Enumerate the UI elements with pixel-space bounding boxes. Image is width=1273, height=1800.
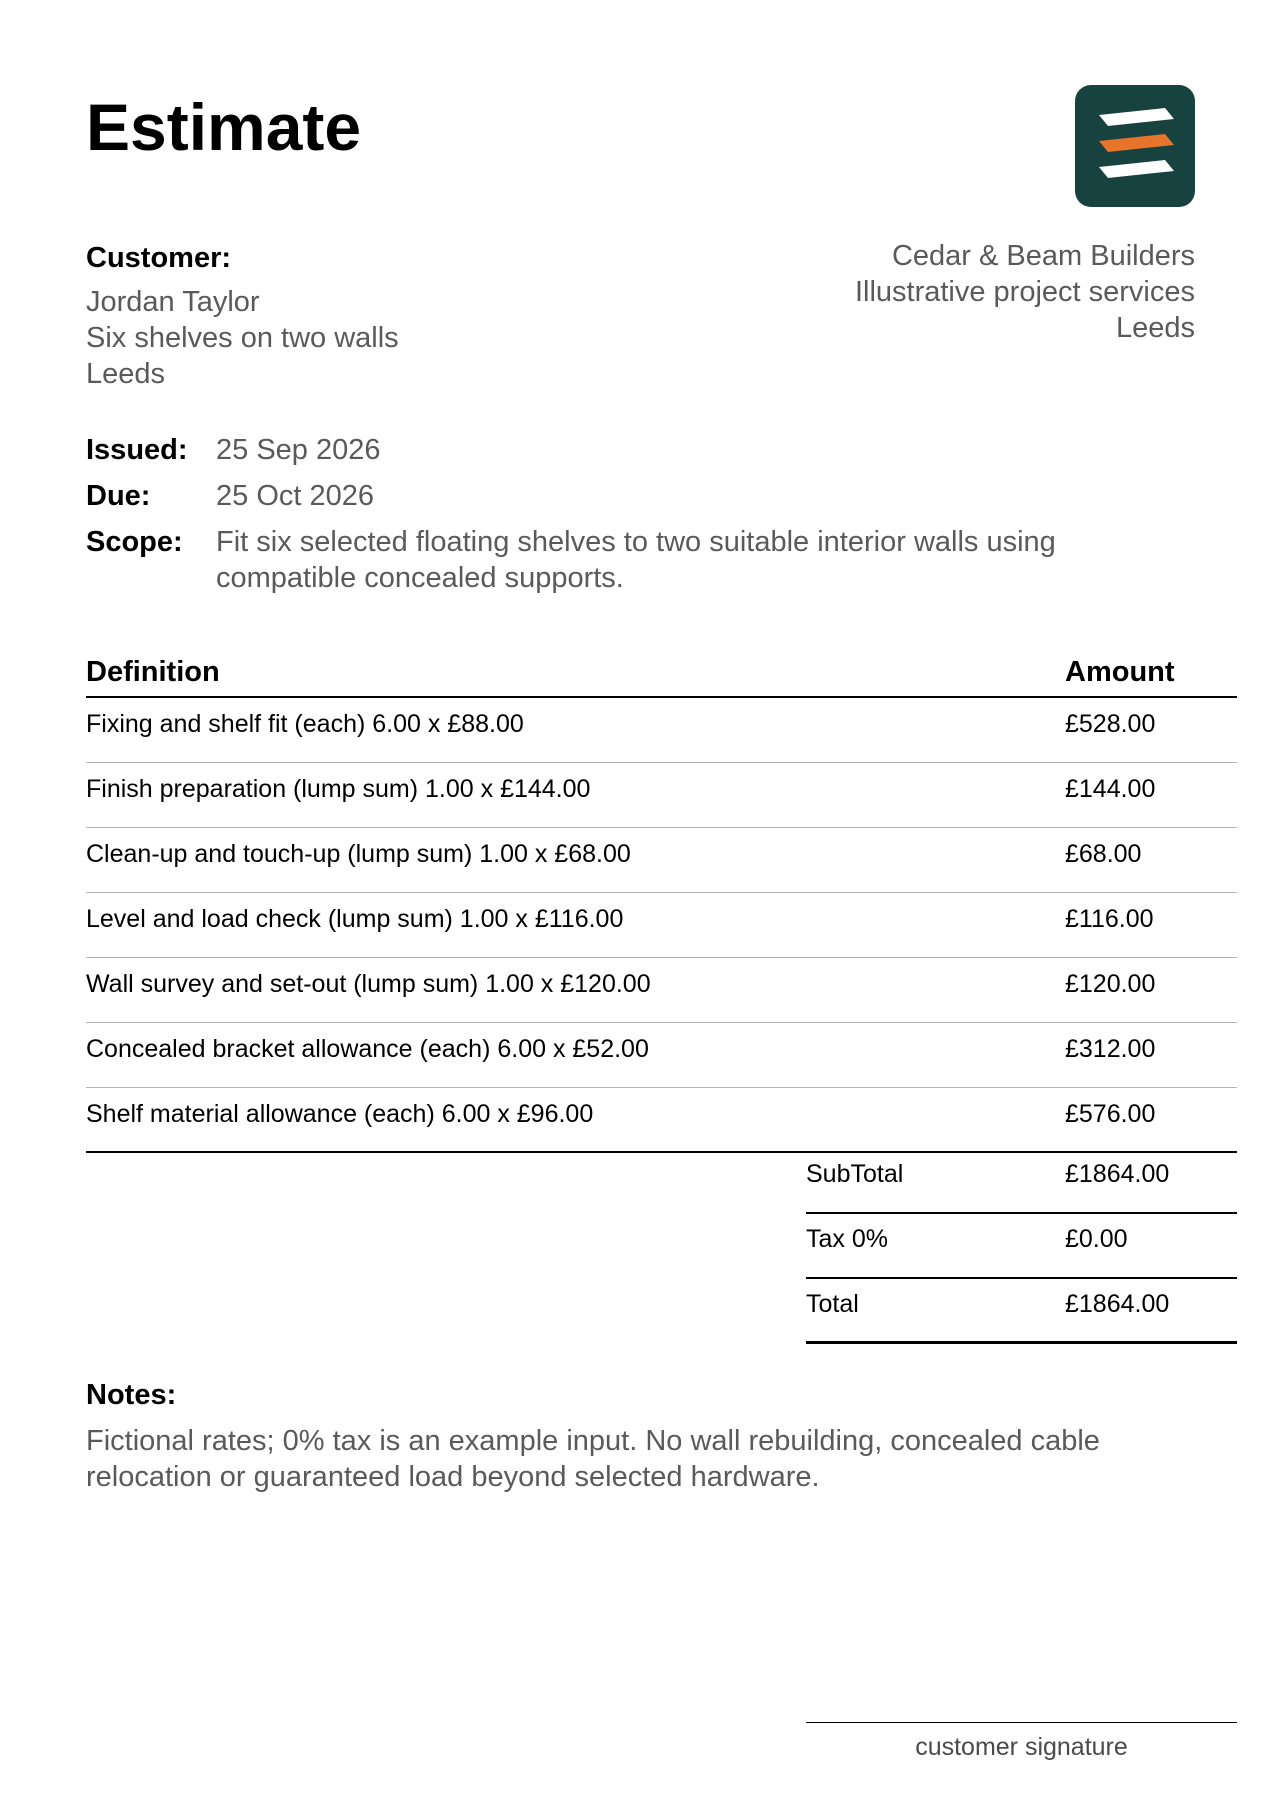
tax-row <box>806 1214 1237 1279</box>
tax-label: Tax 0% <box>806 1225 888 1253</box>
company-block <box>855 238 1195 346</box>
estimate-meta <box>86 432 1186 606</box>
total-value: £1864.00 <box>1065 1290 1170 1318</box>
subtotal-row <box>806 1149 1237 1214</box>
due-date: 25 Oct 2026 <box>216 480 374 512</box>
scope-text: Fit six selected floating shelves to two suitable interior walls using compatible concealed supports. <box>216 526 1056 594</box>
customer-label: Customer: <box>86 242 232 274</box>
customer-block <box>86 238 399 392</box>
due-label: Due: <box>86 480 151 512</box>
row-amount: £312.00 <box>1065 1035 1156 1063</box>
definition-header: Definition <box>86 656 220 688</box>
total-row <box>806 1279 1237 1344</box>
scope-label: Scope: <box>86 526 183 558</box>
table-row <box>86 958 1237 1023</box>
row-amount: £576.00 <box>1065 1100 1156 1128</box>
row-amount: £116.00 <box>1065 905 1154 933</box>
notes-label: Notes: <box>86 1379 177 1411</box>
row-definition: Level and load check (lump sum) 1.00 x £116.00 <box>86 905 624 933</box>
table-row <box>86 1088 1237 1153</box>
notes-text: Fictional rates; 0% tax is an example input. No wall rebuilding, concealed cable relocation or guaranteed load beyond selected hardware. <box>86 1425 1100 1493</box>
row-definition: Wall survey and set-out (lump sum) 1.00 x £120.00 <box>86 970 651 998</box>
customer-city: Leeds <box>86 358 166 390</box>
table-row <box>86 828 1237 893</box>
issued-label: Issued: <box>86 434 188 466</box>
issued-row <box>86 432 1186 468</box>
row-amount: £528.00 <box>1065 710 1156 738</box>
total-label: Total <box>806 1290 859 1318</box>
line-items-table <box>86 652 1237 1153</box>
due-row <box>86 478 1186 514</box>
document-title: Estimate <box>86 90 362 164</box>
row-amount: £68.00 <box>1065 840 1142 868</box>
customer-name: Jordan Taylor <box>86 286 260 318</box>
table-row <box>86 763 1237 828</box>
table-row <box>86 1023 1237 1088</box>
stacked-shelves-logo-icon <box>1075 85 1195 207</box>
row-definition: Finish preparation (lump sum) 1.00 x £144.00 <box>86 775 591 803</box>
company-city: Leeds <box>1115 312 1195 344</box>
table-row <box>86 893 1237 958</box>
table-header <box>86 652 1237 698</box>
subtotal-value: £1864.00 <box>1065 1160 1170 1188</box>
subtotal-label: SubTotal <box>806 1160 904 1188</box>
customer-signature-line[interactable]: customer signature <box>806 1722 1237 1763</box>
issued-date: 25 Sep 2026 <box>216 434 381 466</box>
row-amount: £120.00 <box>1065 970 1156 998</box>
row-definition: Clean-up and touch-up (lump sum) 1.00 x £68.00 <box>86 840 631 868</box>
row-definition: Shelf material allowance (each) 6.00 x £96.00 <box>86 1100 594 1128</box>
amount-header: Amount <box>1065 656 1175 688</box>
tax-value: £0.00 <box>1065 1225 1128 1253</box>
scope-row <box>86 524 1186 596</box>
table-row <box>86 698 1237 763</box>
company-name: Cedar & Beam Builders <box>891 240 1195 272</box>
company-tagline: Illustrative project services <box>854 276 1195 308</box>
row-amount: £144.00 <box>1065 775 1156 803</box>
totals-block <box>806 1149 1237 1344</box>
notes-block <box>86 1375 1206 1495</box>
customer-project: Six shelves on two walls <box>86 322 399 354</box>
row-definition: Fixing and shelf fit (each) 6.00 x £88.00 <box>86 710 524 738</box>
row-definition: Concealed bracket allowance (each) 6.00 x £52.00 <box>86 1035 649 1063</box>
